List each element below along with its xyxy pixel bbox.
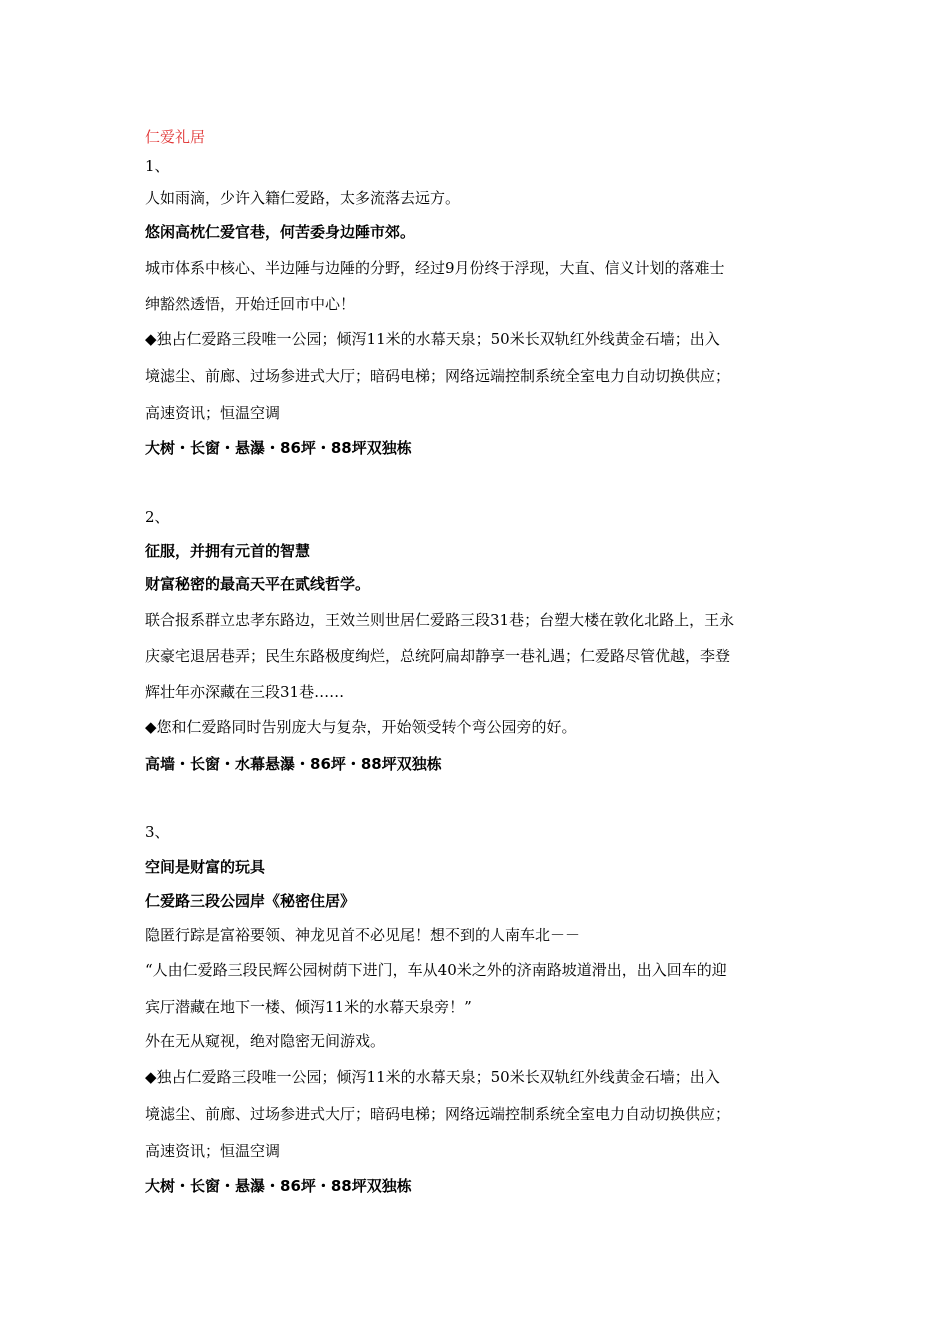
bold-headline: 征服，并拥有元首的智慧 — [145, 542, 311, 560]
feature-line: 高速资讯；恒温空调 — [145, 404, 281, 422]
feature-line: ◆您和仁爱路同时告别庞大与复杂，开始领受转个弯公园旁的好。 — [145, 718, 577, 736]
section-number: 3、 — [145, 823, 170, 841]
bold-tagline: 大树・长窗・悬瀑・86坪・88坪双独栋 — [145, 1177, 412, 1195]
section-number: 1、 — [145, 157, 170, 175]
bold-headline: 仁爱路三段公园岸《秘密住居》 — [145, 892, 356, 910]
paragraph-line: 庆豪宅退居巷弄；民生东路极度绚烂，总统阿扁却静享一巷礼遇；仁爱路尽管优越，李登 — [145, 647, 731, 665]
feature-line: 高速资讯；恒温空调 — [145, 1142, 281, 1160]
bold-headline: 空间是财富的玩具 — [145, 858, 266, 876]
bold-tagline: 大树・长窗・悬瀑・86坪・88坪双独栋 — [145, 439, 412, 457]
paragraph-line: 隐匿行踪是富裕要领、神龙见首不必见尾！想不到的人南车北－－ — [145, 926, 581, 944]
bold-headline: 财富秘密的最高天平在贰线哲学。 — [145, 575, 371, 593]
document-title: 仁爱礼居 — [145, 128, 206, 146]
paragraph-line: 宾厅潜藏在地下一楼、倾泻11米的水幕天泉旁！” — [145, 998, 472, 1016]
feature-line: 境滤尘、前廊、过场参进式大厅；暗码电梯；网络远端控制系统全室电力自动切换供应； — [145, 1105, 731, 1123]
paragraph-line: 城市体系中核心、半边陲与边陲的分野，经过9月份终于浮现，大直、信义计划的落难士 — [145, 259, 725, 277]
bold-tagline: 高墙・长窗・水幕悬瀑・86坪・88坪双独栋 — [145, 755, 442, 773]
section-number: 2、 — [145, 508, 170, 526]
bold-headline: 悠闲高枕仁爱官巷，何苦委身边陲市郊。 — [145, 223, 416, 241]
feature-line: ◆独占仁爱路三段唯一公园；倾泻11米的水幕天泉；50米长双轨红外线黄金石墙；出入 — [145, 1068, 720, 1086]
paragraph-line: 联合报系群立忠孝东路边，王效兰则世居仁爱路三段31巷；台塑大楼在敦化北路上，王永 — [145, 611, 735, 629]
paragraph-line: 辉壮年亦深藏在三段31巷…… — [145, 683, 345, 701]
paragraph-line: 外在无从窥视，绝对隐密无间游戏。 — [145, 1032, 386, 1050]
feature-line: 境滤尘、前廊、过场参进式大厅；暗码电梯；网络远端控制系统全室电力自动切换供应； — [145, 367, 731, 385]
paragraph-line: 人如雨滴，少许入籍仁爱路，太多流落去远方。 — [145, 189, 461, 207]
feature-line: ◆独占仁爱路三段唯一公园；倾泻11米的水幕天泉；50米长双轨红外线黄金石墙；出入 — [145, 330, 720, 348]
paragraph-line: “人由仁爱路三段民辉公园树荫下进门，车从40米之外的济南路坡道滑出，出入回车的迎 — [145, 961, 727, 979]
paragraph-line: 绅豁然透悟，开始迁回市中心！ — [145, 295, 356, 313]
